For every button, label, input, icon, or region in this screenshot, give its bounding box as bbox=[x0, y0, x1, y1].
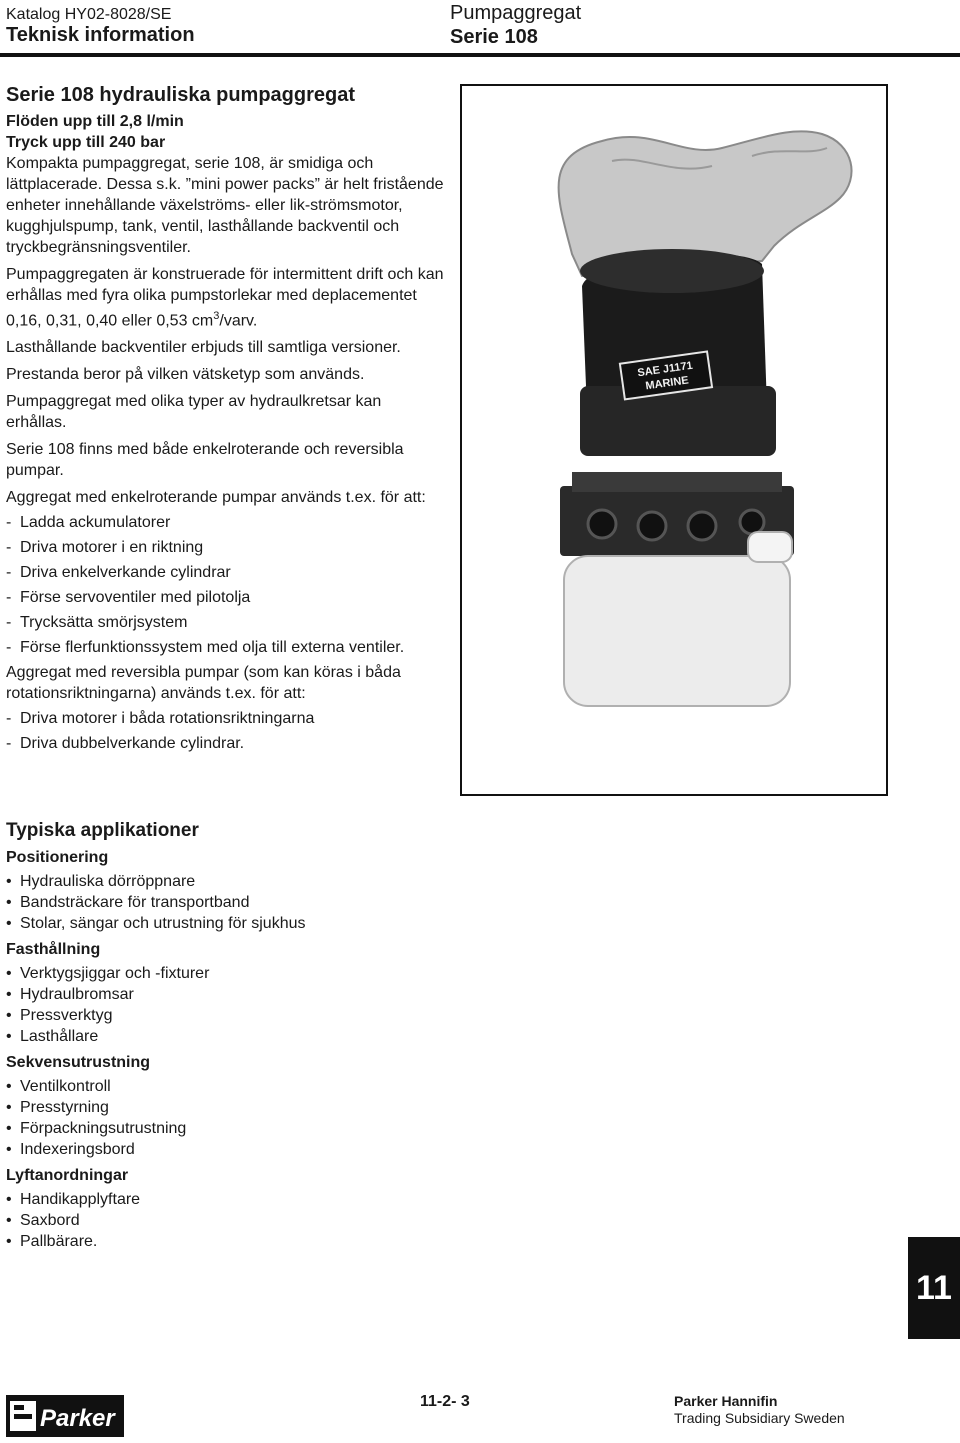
list-item: - Driva motorer i båda rotationsriktningarna bbox=[6, 710, 315, 728]
list-item: • Presstyrning bbox=[6, 1099, 109, 1116]
svg-text:SAE J1171: SAE J1171 bbox=[636, 359, 694, 380]
page-number: 11-2- 3 bbox=[420, 1393, 470, 1410]
list-item: - Ladda ackumulatorer bbox=[6, 514, 171, 532]
reversible-pump-uses-list bbox=[6, 708, 446, 754]
list-item: - Förse servoventiler med pilotolja bbox=[6, 589, 251, 607]
list-item: - Driva dubbelverkande cylindrar. bbox=[6, 735, 245, 753]
list-item: - Driva enkelverkande cylindrar bbox=[6, 564, 231, 582]
intro-paragraph-6: Serie 108 finns med både enkelroterande och reversibla pumpar. bbox=[6, 441, 404, 480]
list-item: - Trycksätta smörjsystem bbox=[6, 614, 188, 632]
list-item: • Stolar, sängar och utrustning för sjukhus bbox=[6, 915, 306, 932]
list-item: • Saxbord bbox=[6, 1212, 80, 1229]
intro-paragraph-1: Kompakta pumpaggregat, serie 108, är smidiga och lättplacerade. Dessa s.k. ”mini power packs” är helt fristående enheter innehållande växelströms- eller lik-strömsmotor, kugghjulspump, tank, ventil, lasthållande backventil och tryckbegränsningsventiler. bbox=[6, 155, 444, 256]
svg-text:Parker: Parker bbox=[40, 1405, 115, 1432]
app-group-heading: Sekvensutrustning bbox=[6, 1054, 151, 1071]
pressure-spec: Tryck upp till 240 bar bbox=[6, 134, 166, 151]
motor-end-cap bbox=[580, 386, 776, 456]
app-group-heading: Positionering bbox=[6, 849, 109, 866]
list-item: • Indexeringsbord bbox=[6, 1141, 135, 1158]
company-name: Parker Hannifin bbox=[674, 1393, 778, 1409]
catalog-number: Katalog HY02-8028/SE bbox=[6, 6, 172, 23]
filler-cap bbox=[748, 532, 792, 562]
intro-paragraph-4: Prestanda beror på vilken vätsketyp som används. bbox=[6, 366, 365, 384]
list-item: - Driva motorer i en riktning bbox=[6, 539, 204, 557]
list-item: • Lasthållare bbox=[6, 1028, 99, 1045]
intro-paragraph-2: Pumpaggregaten är konstruerade för intermittent drift och kan erhållas med fyra olika pumpstorlekar med deplacementet 0,16, 0,31, 0,40 eller 0,53 $cm^3$/varv. bbox=[6, 266, 444, 330]
series-title: Serie 108 bbox=[450, 26, 538, 48]
chapter-tab: 11 bbox=[908, 1237, 960, 1339]
list-item: • Hydraulbromsar bbox=[6, 986, 134, 1003]
intro-paragraph-5: Pumpaggregat med olika typer av hydraulkretsar kan erhållas. bbox=[6, 393, 382, 432]
list-item: • Verktygsjiggar och -fixturer bbox=[6, 965, 210, 982]
oil-tank bbox=[564, 556, 790, 706]
company-subsidiary: Trading Subsidiary Sweden bbox=[674, 1410, 845, 1426]
product-photo bbox=[460, 84, 888, 796]
intro-paragraph-8: Aggregat med reversibla pumpar (som kan köras i båda rotationsriktningarna) används t.ex. för att: bbox=[6, 664, 401, 703]
pump-unit-illustration bbox=[462, 86, 886, 794]
applications-section bbox=[6, 820, 446, 1252]
list-item: • Ventilkontroll bbox=[6, 1078, 111, 1095]
product-title: Pumpaggregat bbox=[450, 2, 582, 24]
list-item: • Pressverktyg bbox=[6, 1007, 113, 1024]
list-item: • Handikapplyftare bbox=[6, 1191, 141, 1208]
intro-column bbox=[6, 84, 446, 758]
section-title: Teknisk information bbox=[6, 24, 195, 46]
parker-logo bbox=[6, 1395, 124, 1437]
intro-paragraph-3: Lasthållande backventiler erbjuds till samtliga versioner. bbox=[6, 339, 401, 357]
list-item: • Pallbärare. bbox=[6, 1233, 98, 1250]
list-item: • Bandsträckare för transportband bbox=[6, 894, 250, 911]
svg-text:MARINE: MARINE bbox=[644, 374, 690, 393]
list-item: • Hydrauliska dörröppnare bbox=[6, 873, 196, 890]
single-pump-uses-list bbox=[6, 512, 446, 658]
header-rule bbox=[0, 53, 960, 57]
list-item: - Förse flerfunktionssystem med olja till externa ventiler. bbox=[6, 639, 405, 657]
app-group-heading: Lyftanordningar bbox=[6, 1167, 129, 1184]
flow-spec: Flöden upp till 2,8 l/min bbox=[6, 113, 184, 130]
list-item: • Förpackningsutrustning bbox=[6, 1120, 187, 1137]
parker-logo-mark bbox=[6, 1395, 124, 1437]
intro-title: Serie 108 hydrauliska pumpaggregat bbox=[6, 84, 356, 106]
applications-title: Typiska applikationer bbox=[6, 820, 199, 841]
intro-paragraph-7: Aggregat med enkelroterande pumpar används t.ex. för att: bbox=[6, 489, 426, 507]
app-group-heading: Fasthållning bbox=[6, 941, 101, 958]
